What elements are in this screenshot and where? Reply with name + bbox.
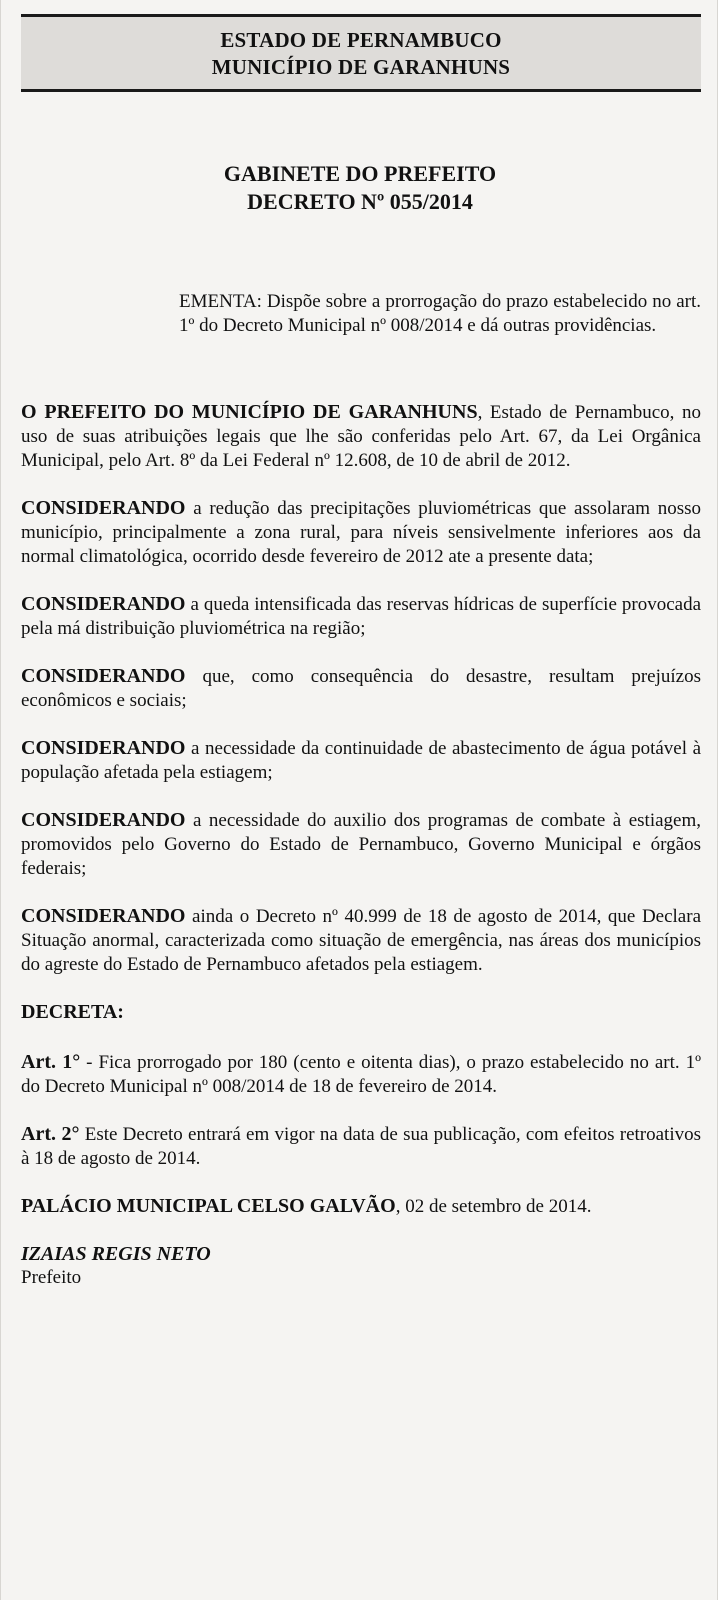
considerando-paragraph <box>21 664 701 713</box>
article-bold: Art. 2° <box>21 1123 80 1145</box>
ementa-text: EMENTA: Dispõe sobre a prorrogação do prazo estabelecido no art. 1º do Decreto Municipal nº 008/2014 e dá outras providências. <box>179 291 701 336</box>
article-text: Este Decreto entrará em vigor na data de sua publicação, com efeitos retroativos à 18 de agosto de 2014. <box>21 1124 702 1169</box>
title-office: GABINETE DO PREFEITO <box>223 161 497 186</box>
document-title <box>1 160 718 216</box>
considerando-text: a queda intensificada das reservas hídricas de superfície provocada pela má distribuição pluviométrica na região; <box>21 594 701 639</box>
considerando-paragraph <box>21 736 701 785</box>
article-text: - Fica prorrogado por 180 (cento e oitenta dias), o prazo estabelecido no art. 1º do Decreto Municipal nº 008/2014 de 18 de fevereiro de 2014. <box>21 1052 702 1097</box>
preamble-paragraph <box>21 400 701 473</box>
considerando-paragraph <box>21 592 701 641</box>
closing-paragraph <box>21 1194 701 1219</box>
considerando-text: a redução das precipitações pluviométricas que assolaram nosso município, principalmente a zona rural, para níveis sensivelmente inferiores aos da normal climatológica, ocorrido desde fevereiro de 2012 ate a presente data; <box>21 498 701 567</box>
title-decree-number: DECRETO Nº 055/2014 <box>247 189 473 214</box>
considerando-text: a necessidade do auxilio dos programas de combate à estiagem, promovidos pelo Governo do Estado de Pernambuco, Governo Municipal e órgãos federais; <box>21 810 701 879</box>
considerando-text: que, como consequência do desastre, resultam prejuízos econômicos e sociais; <box>21 666 701 711</box>
signature-block <box>21 1242 701 1290</box>
considerando-bold: CONSIDERANDO <box>21 497 186 519</box>
considerando-bold: CONSIDERANDO <box>21 905 186 927</box>
decreta-heading: DECRETA: <box>21 1001 124 1023</box>
closing-bold: PALÁCIO MUNICIPAL CELSO GALVÃO <box>21 1195 396 1217</box>
considerando-bold: CONSIDERANDO <box>21 737 186 759</box>
considerando-bold: CONSIDERANDO <box>21 809 186 831</box>
article-bold: Art. 1° <box>21 1051 81 1073</box>
article-paragraph <box>21 1050 701 1099</box>
considerando-paragraph <box>21 496 701 569</box>
document-body <box>21 400 701 1290</box>
signature-role: Prefeito <box>21 1267 82 1288</box>
preamble-text: , Estado de Pernambuco, no uso de suas atribuições legais que lhe são conferidas pelo Art. 67, da Lei Orgânica Municipal, pelo Art. 8º da Lei Federal nº 12.608, de 10 de abril de 2012. <box>21 402 701 471</box>
signature-name: IZAIAS REGIS NETO <box>21 1243 211 1265</box>
article-paragraph <box>21 1122 701 1171</box>
considerando-paragraph <box>21 808 701 881</box>
considerando-bold: CONSIDERANDO <box>21 593 186 615</box>
preamble-bold: O PREFEITO DO MUNICÍPIO DE GARANHUNS <box>21 401 478 423</box>
considerando-paragraph <box>21 904 701 977</box>
document-header <box>21 14 701 92</box>
considerando-text: ainda o Decreto nº 40.999 de 18 de agosto de 2014, que Declara Situação anormal, caracterizada como situação de emergência, nas áreas dos municípios do agreste do Estado de Pernambuco afetados pela estiagem. <box>21 906 701 975</box>
closing-text: , 02 de setembro de 2014. <box>395 1196 592 1217</box>
considerando-bold: CONSIDERANDO <box>21 665 186 687</box>
header-municipality: MUNICÍPIO DE GARANHUNS <box>211 55 511 79</box>
considerando-text: a necessidade da continuidade de abastecimento de água potável à população afetada pela estiagem; <box>21 738 701 783</box>
header-state: ESTADO DE PERNAMBUCO <box>220 28 502 52</box>
